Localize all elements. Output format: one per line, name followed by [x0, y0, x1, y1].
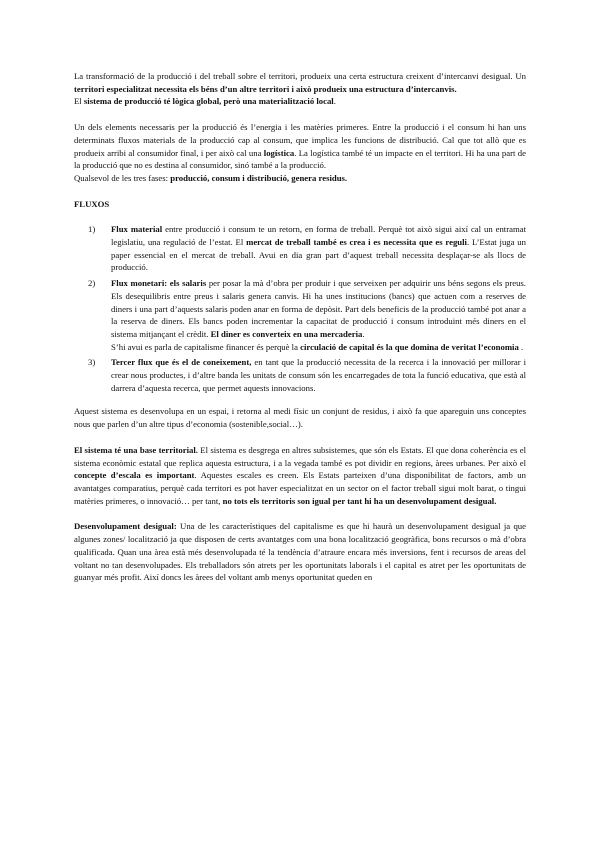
list-item: 2) Flux monetari: els salaris per posar la mà d’obra per produir i que serveixen per adquirir uns béns segons els preus. Els desequilibris entre preus i salaris genera canvis. Hi ha unes institucions (bancs) que actuen com a reserves de diners i una part d’aquests salaris poden anar en forma de depòsit. Part dels beneficis de la producció també pot anar a la reserva de diners. Els bancs poden incrementar la capacitat de producció i consum introduint més diners en el sistema mitjançant el crèdit. El diner es converteix en una mercaderia. S’hi avui es parla de capitalisme financer és perquè la circulació de capital és la que domina de veritat l’economia . — [88, 278, 526, 352]
list-item: 3) Tercer flux que és el de coneixement, en tant que la producció necessita de la recerca i la innovació per millorar i crear nous productes, i d’altre banda les unitats de consum són les encarregades de tota la funció educativa, que està al darrera d’aquesta recerca, que permet aquests innovacions. — [88, 357, 526, 393]
section-heading-fluxos: FLUXOS — [74, 198, 110, 209]
intro-paragraph-2: El sistema de producció té lògica global, però una materialització local. — [74, 96, 336, 107]
intro-emphasis: territori especialitzat necessita els béns d’un altre territori i això produeix una estructura d’intercanvis. — [74, 83, 457, 94]
intro-emphasis-2: sistema de producció té lògica global, però una materialització local — [83, 96, 334, 107]
unequal-development-paragraph: Desenvolupament desigual: Una de les característiques del capitalisme es que hi haurà un desenvolupament desigual ja que algunes zones/ localització ja que disposen de certs avantatges com una bona localització geogràfica, bons recursos o mà d’obra qualificada. Quan una àrea està més desenvolupada té la tendència d’atraure encara més inversions, fent i recursos de areas del voltant no tan desenvolupades. Els treballadors són atrets per les oportunitats laborals i el capital es atret per les oportunitats de guanyar més profit. Així doncs les àrees del voltant amb menys oportunitat queden en — [74, 521, 526, 583]
territorial-paragraph: El sistema té una base territorial. El sistema es desgrega en altres subsistemes, que són els Estats. El que dona coherència es el sistema econòmic estatal que replica aquesta estructura, i a la vegada també es pot dividir en regions, àrees urbanes. Per això el concepte d’escala es important. Aquestes escales es creen. Els Estats parteixen d’una disponibilitat de factors, amb un avantatges comparatius, perquè cada territori es pot haver especialitzat en un sector on el factor treball sigui molt barat, o tingui matèries primeres, o innovació… per tant, no tots els territoris son igual per tant hi ha un desenvolupament desigual. — [74, 444, 526, 506]
list-number: 1) — [88, 224, 96, 235]
list-number: 2) — [88, 278, 96, 289]
list-item: 1) Flux material entre producció i consum te un retorn, en forma de treball. Perquè tot això sigui així cal un entramat legislatiu, una regulació de l’estat. El mercat de treball també es crea i es necessita que es reguli. L’Estat juga un paper essencial en el mercat de treball. Avui en dia gran part d’aquest treball necessita desplaçar-se als llocs de producció. — [88, 224, 526, 273]
elements-paragraph: Un dels elements necessaris per la producció és l’energia i les matèries primeres. Entre la producció i el consum hi han uns determinats fluxos materials de la producció cap al consum, que implica les funcions de distribució. Cal que tot allò que es produeix arribi al consumidor final, i per això cal una logística. La logística també té un impacte en el territori. Hi ha una part de la producció que no es destina al consumidor, sinó també a la producció. — [74, 122, 526, 171]
fluxos-list — [74, 223, 526, 394]
system-paragraph: Aquest sistema es desenvolupa en un espai, i retorna al medi físic un conjunt de residus, i això fa que apareguin uns conceptes nous que parlen d’un altre tipus d’economia (sostenible,social…). — [74, 406, 526, 430]
phases-paragraph: Qualsevol de les tres fases: producció, consum i distribució, genera residus. — [74, 172, 348, 183]
list-number: 3) — [88, 357, 96, 368]
intro-paragraph: La transformació de la producció i del treball sobre el territori, produeix una certa estructura creixent d’intercanvi desigual. Un territori especialitzat necessita els béns d’un altre territori i això produeix una estructura d’intercanvis. — [74, 71, 526, 94]
document-page — [74, 70, 526, 584]
